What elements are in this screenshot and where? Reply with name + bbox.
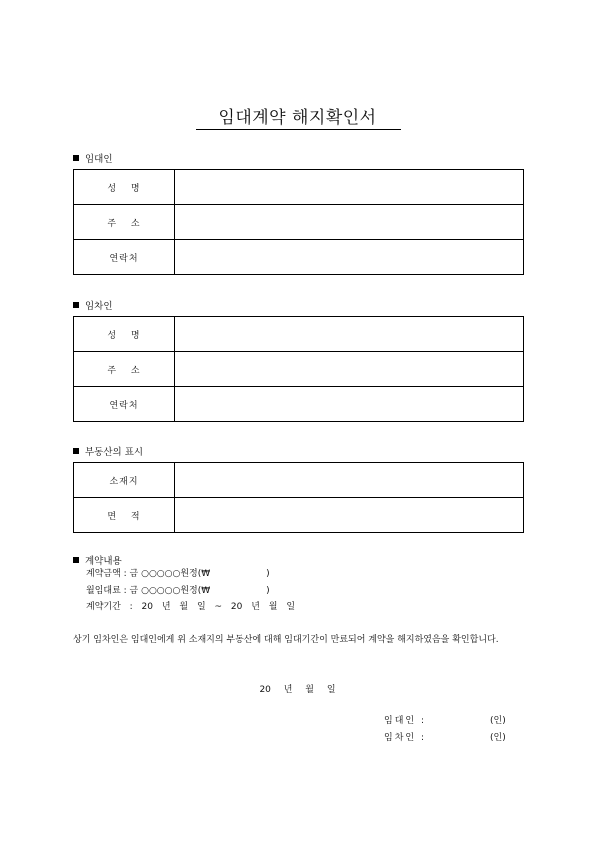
tenant-signature-label: 임차인 : (384, 733, 426, 743)
contract-deposit-close: ) (266, 569, 270, 579)
section-landlord-heading (73, 151, 113, 165)
table-row (74, 352, 524, 387)
tenant-signature-line (384, 730, 506, 743)
landlord-address-label: 주 소 (74, 205, 175, 240)
section-landlord-label: 임대인 (85, 154, 113, 165)
tenant-contact-field[interactable] (175, 387, 524, 422)
landlord-signature-label: 임대인 : (384, 716, 426, 726)
document-title: 임대계약 해지확인서 (218, 108, 377, 128)
property-area-label: 면 적 (74, 498, 175, 533)
property-area-field[interactable] (175, 498, 524, 533)
tenant-contact-label: 연락처 (74, 387, 175, 422)
contract-rent-row (86, 583, 295, 600)
tenant-table (73, 316, 524, 422)
table-row (74, 205, 524, 240)
table-row (74, 240, 524, 275)
signing-date: 20 년 월 일 (259, 685, 336, 695)
contract-period-label: 계약기간 : 20 년 월 일 ~ 20 년 월 일 (86, 602, 296, 612)
property-location-label: 소재지 (74, 463, 175, 498)
contract-deposit-row (86, 566, 295, 583)
landlord-seal-mark: (인) (490, 716, 506, 726)
section-tenant-heading (73, 298, 113, 312)
landlord-contact-field[interactable] (175, 240, 524, 275)
contract-rent-label: 월임대료 : 금 ○○○○○원정(₩ (86, 585, 211, 596)
tenant-address-field[interactable] (175, 352, 524, 387)
section-contract-heading (73, 553, 122, 567)
landlord-table (73, 169, 524, 275)
table-row (74, 463, 524, 498)
landlord-signature-line (384, 713, 506, 726)
section-property-heading (73, 444, 143, 458)
square-bullet-icon (73, 302, 79, 308)
table-row (74, 387, 524, 422)
landlord-contact-label: 연락처 (74, 240, 175, 275)
title-underline (196, 129, 401, 130)
square-bullet-icon (73, 155, 79, 161)
square-bullet-icon (73, 557, 79, 563)
table-row (74, 170, 524, 205)
contract-deposit-label: 계약금액 : 금 ○○○○○원정(₩ (86, 569, 211, 579)
landlord-name-label: 성 명 (74, 170, 175, 205)
landlord-address-field[interactable] (175, 205, 524, 240)
tenant-address-label: 주 소 (74, 352, 175, 387)
table-row (74, 498, 524, 533)
contract-rent-close: ) (266, 585, 270, 596)
square-bullet-icon (73, 448, 79, 454)
contract-details (86, 566, 295, 616)
section-contract-label: 계약내용 (85, 556, 122, 567)
property-table (73, 462, 524, 533)
section-property-label: 부동산의 표시 (85, 447, 144, 458)
property-location-field[interactable] (175, 463, 524, 498)
landlord-name-field[interactable] (175, 170, 524, 205)
contract-period-row (86, 599, 295, 616)
tenant-name-label: 성 명 (74, 317, 175, 352)
tenant-seal-mark: (인) (490, 733, 506, 743)
table-row (74, 317, 524, 352)
section-tenant-label: 임차인 (85, 301, 113, 312)
confirmation-statement: 상기 임차인은 임대인에게 위 소재지의 부동산에 대해 임대기간이 만료되어 계약을 해지하였음을 확인합니다. (73, 635, 499, 645)
tenant-name-field[interactable] (175, 317, 524, 352)
